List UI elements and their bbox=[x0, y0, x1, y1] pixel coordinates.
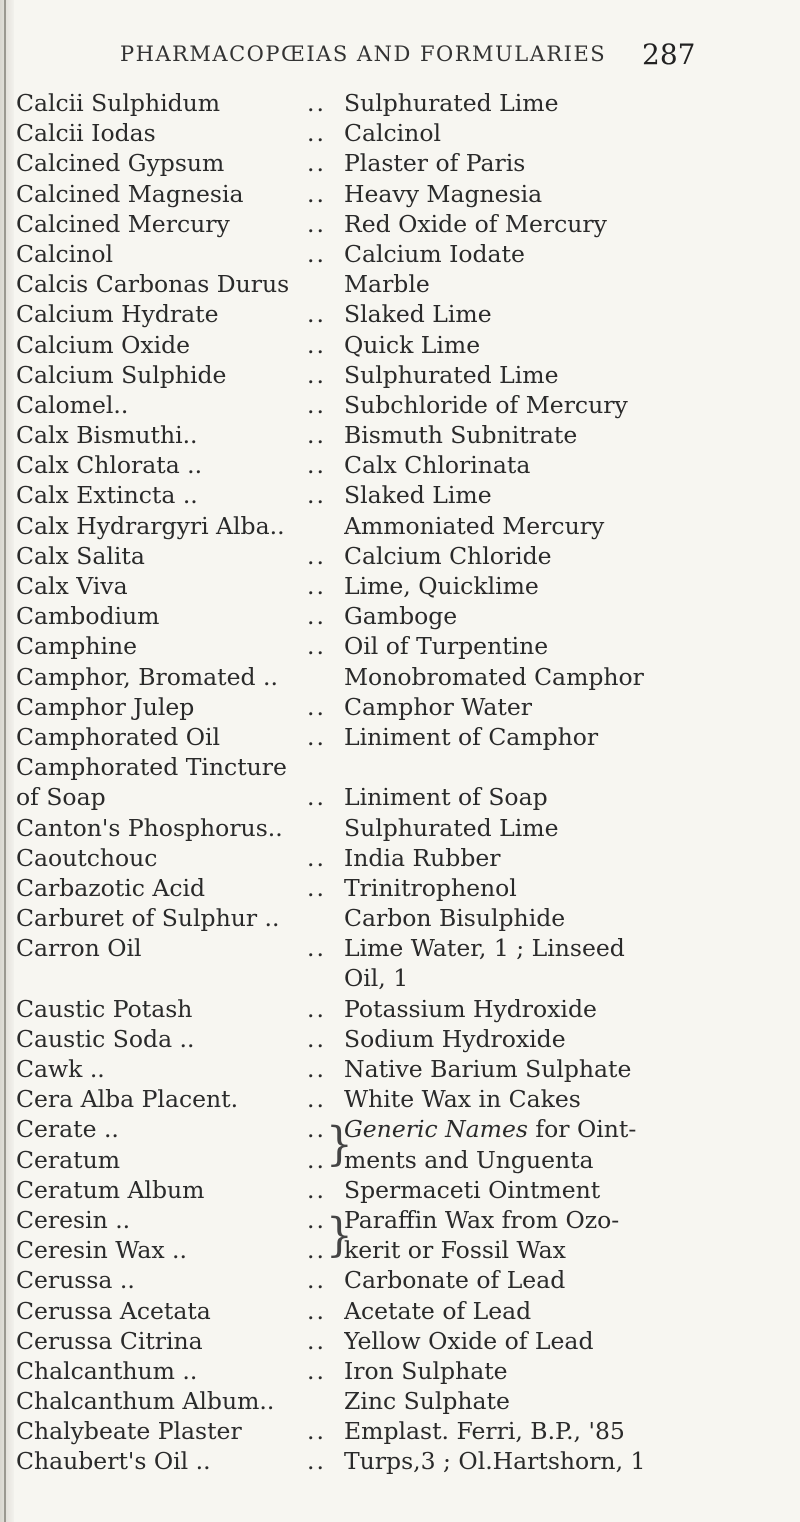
entry-synonym: Native Barium Sulphate bbox=[344, 1055, 632, 1083]
list-item bbox=[0, 269, 800, 299]
list-item bbox=[0, 148, 800, 178]
entry-synonym: Oil, 1 bbox=[344, 964, 409, 993]
leader-dots: .. bbox=[307, 1175, 326, 1204]
entry-name: Camphine bbox=[16, 632, 138, 661]
leader-dots: .. bbox=[307, 209, 326, 238]
leader-dots: .. bbox=[307, 994, 326, 1023]
entry-name: Calx Hydrargyri Alba.. bbox=[16, 511, 285, 540]
leader-dots: .. bbox=[307, 1055, 326, 1083]
list-item bbox=[0, 420, 800, 450]
entry-synonym: Potassium Hydroxide bbox=[344, 994, 597, 1023]
entry-synonym: Bismuth Subnitrate bbox=[344, 421, 578, 450]
entry-name: Camphor, Bromated .. bbox=[16, 662, 278, 691]
entry-name: Camphorated Tincture bbox=[16, 753, 287, 782]
leader-dots: .. bbox=[307, 632, 326, 661]
entry-name: Chalcanthum .. bbox=[16, 1356, 198, 1385]
group-brace: } bbox=[326, 1116, 353, 1171]
list-item bbox=[0, 813, 800, 843]
leader-dots: .. bbox=[307, 1447, 326, 1476]
entry-name: Ceresin Wax .. bbox=[16, 1236, 187, 1265]
entry-synonym: Turps,3 ; Ol.Hartshorn, 1 bbox=[344, 1447, 646, 1476]
entry-synonym: India Rubber bbox=[344, 843, 501, 872]
entry-name: Calx Extincta .. bbox=[16, 481, 198, 510]
list-item bbox=[0, 692, 800, 722]
list-item bbox=[0, 1265, 800, 1295]
page-header bbox=[0, 36, 800, 76]
entry-name: Carbazotic Acid bbox=[16, 873, 206, 902]
list-item bbox=[0, 722, 800, 752]
leader-dots: .. bbox=[307, 360, 326, 389]
entry-name: Camphor Julep bbox=[16, 692, 195, 721]
list-item bbox=[0, 631, 800, 661]
list-item bbox=[0, 571, 800, 601]
entry-synonym: Sulphurated Lime bbox=[344, 360, 559, 389]
leader-dots: .. bbox=[307, 873, 326, 902]
entry-name: Calomel.. bbox=[16, 390, 129, 419]
list-item bbox=[0, 1296, 800, 1326]
leader-dots: .. bbox=[307, 1266, 326, 1295]
entry-name: Caustic Soda .. bbox=[16, 1024, 195, 1053]
leader-dots: .. bbox=[307, 1145, 326, 1174]
leader-dots: .. bbox=[307, 843, 326, 872]
entry-name: Calcium Sulphide bbox=[16, 360, 227, 389]
list-item bbox=[0, 511, 800, 541]
entry-synonym: Red Oxide of Mercury bbox=[344, 209, 607, 238]
entry-name: Cawk .. bbox=[16, 1055, 105, 1083]
list-item bbox=[0, 480, 800, 510]
list-item bbox=[0, 209, 800, 239]
leader-dots: .. bbox=[307, 1085, 326, 1114]
list-item bbox=[0, 601, 800, 631]
entry-name: Calcined Mercury bbox=[16, 209, 230, 238]
leader-dots: .. bbox=[307, 179, 326, 208]
entry-name: Cerussa Acetata bbox=[16, 1296, 211, 1325]
entry-synonym: Lime Water, 1 ; Linseed bbox=[344, 934, 625, 963]
entry-synonym: Paraffin Wax from Ozo- bbox=[344, 1205, 620, 1234]
entry-synonym: Iron Sulphate bbox=[344, 1356, 508, 1385]
list-item bbox=[0, 963, 800, 993]
entry-synonym: Emplast. Ferri, B.P., '85 bbox=[344, 1417, 625, 1446]
leader-dots: .. bbox=[307, 421, 326, 450]
entry-synonym: Plaster of Paris bbox=[344, 149, 526, 178]
entry-name: Chalybeate Plaster bbox=[16, 1417, 242, 1446]
entry-synonym: Calcium Iodate bbox=[344, 239, 525, 268]
leader-dots: .. bbox=[307, 390, 326, 419]
list-item bbox=[0, 1145, 800, 1175]
entry-name: Canton's Phosphorus.. bbox=[16, 813, 283, 842]
leader-dots: .. bbox=[307, 1296, 326, 1325]
entry-name: Carron Oil bbox=[16, 934, 142, 963]
running-title: PHARMACOPŒIAS AND FORMULARIES bbox=[120, 42, 607, 66]
list-item bbox=[0, 1326, 800, 1356]
entry-name: Cerussa Citrina bbox=[16, 1326, 203, 1355]
entry-name: Calcined Gypsum bbox=[16, 149, 225, 178]
entry-synonym: Gamboge bbox=[344, 602, 458, 631]
entry-synonym: Monobromated Camphor bbox=[344, 662, 644, 691]
list-item bbox=[0, 1416, 800, 1446]
entry-name: Ceratum Album bbox=[16, 1175, 205, 1204]
list-item bbox=[0, 1024, 800, 1054]
entry-synonym: Slaked Lime bbox=[344, 300, 492, 329]
entry-name: Ceratum bbox=[16, 1145, 120, 1174]
entry-name: Cambodium bbox=[16, 602, 160, 631]
list-item bbox=[0, 752, 800, 782]
list-item bbox=[0, 662, 800, 692]
leader-dots: .. bbox=[307, 541, 326, 570]
group-brace: } bbox=[326, 1207, 353, 1262]
entry-synonym: kerit or Fossil Wax bbox=[344, 1236, 566, 1265]
list-item bbox=[0, 994, 800, 1024]
entry-synonym: Quick Lime bbox=[344, 330, 481, 359]
list-item bbox=[0, 933, 800, 963]
list-item bbox=[0, 903, 800, 933]
entry-synonym: Heavy Magnesia bbox=[344, 179, 543, 208]
entry-synonym: Oil of Turpentine bbox=[344, 632, 549, 661]
entry-name: Chalcanthum Album.. bbox=[16, 1387, 275, 1416]
entry-synonym: Spermaceti Ointment bbox=[344, 1175, 601, 1204]
list-item bbox=[0, 118, 800, 148]
entry-name: Calcium Oxide bbox=[16, 330, 191, 359]
entry-synonym: Yellow Oxide of Lead bbox=[344, 1326, 594, 1355]
entry-name: Calx Salita bbox=[16, 541, 145, 570]
leader-dots: .. bbox=[307, 330, 326, 359]
leader-dots: .. bbox=[307, 1115, 326, 1144]
entry-synonym: White Wax in Cakes bbox=[344, 1085, 581, 1114]
entry-synonym: Sodium Hydroxide bbox=[344, 1024, 566, 1053]
list-item bbox=[0, 1175, 800, 1205]
synonym-list bbox=[0, 88, 800, 1477]
entry-name: Ceresin .. bbox=[16, 1205, 131, 1234]
list-item bbox=[0, 360, 800, 390]
list-item bbox=[0, 88, 800, 118]
entry-name: Cerate .. bbox=[16, 1115, 119, 1144]
leader-dots: .. bbox=[307, 783, 326, 812]
page-number: 287 bbox=[642, 38, 696, 71]
entry-name: Calx Viva bbox=[16, 572, 128, 600]
entry-name: Calcined Magnesia bbox=[16, 179, 244, 208]
leader-dots: .. bbox=[307, 89, 326, 117]
list-item bbox=[0, 541, 800, 571]
entry-synonym: ments and Unguenta bbox=[344, 1145, 594, 1174]
entry-synonym: Liniment of Soap bbox=[344, 783, 548, 812]
entry-name: Calcii Sulphidum bbox=[16, 89, 221, 117]
entry-name: Calx Bismuthi.. bbox=[16, 421, 198, 450]
entry-synonym bbox=[344, 1114, 784, 1144]
entry-name: Chaubert's Oil .. bbox=[16, 1447, 211, 1476]
entry-synonym: Calx Chlorinata bbox=[344, 451, 531, 480]
leader-dots: .. bbox=[307, 692, 326, 721]
generic-names-italic: Generic Names bbox=[344, 1115, 528, 1144]
leader-dots: .. bbox=[307, 572, 326, 600]
entry-synonym: Camphor Water bbox=[344, 692, 533, 721]
entry-synonym: Carbonate of Lead bbox=[344, 1266, 566, 1295]
entry-name: Caoutchouc bbox=[16, 843, 158, 872]
entry-synonym: Marble bbox=[344, 270, 430, 299]
list-item bbox=[0, 179, 800, 209]
list-item bbox=[0, 1084, 800, 1114]
entry-synonym: Slaked Lime bbox=[344, 481, 492, 510]
leader-dots: .. bbox=[307, 1417, 326, 1446]
entry-name: Carburet of Sulphur .. bbox=[16, 904, 280, 933]
entry-synonym: Lime, Quicklime bbox=[344, 572, 539, 600]
list-item bbox=[0, 239, 800, 269]
entry-name: Calcis Carbonas Durus bbox=[16, 270, 290, 299]
entry-synonym: Ammoniated Mercury bbox=[344, 511, 605, 540]
list-item bbox=[0, 390, 800, 420]
leader-dots: .. bbox=[307, 149, 326, 178]
entry-name: of Soap bbox=[16, 783, 106, 812]
list-item bbox=[0, 1235, 800, 1265]
entry-synonym: Zinc Sulphate bbox=[344, 1387, 510, 1416]
leader-dots: .. bbox=[307, 481, 326, 510]
entry-synonym: Trinitrophenol bbox=[344, 873, 517, 902]
list-item bbox=[0, 1054, 800, 1084]
entry-synonym: Subchloride of Mercury bbox=[344, 390, 628, 419]
leader-dots: .. bbox=[307, 1024, 326, 1053]
entry-name: Calcium Hydrate bbox=[16, 300, 219, 329]
list-item bbox=[0, 1446, 800, 1476]
leader-dots: .. bbox=[307, 451, 326, 480]
entry-name: Calcii Iodas bbox=[16, 119, 156, 148]
list-item bbox=[0, 450, 800, 480]
entry-synonym: Liniment of Camphor bbox=[344, 722, 599, 751]
leader-dots: .. bbox=[307, 239, 326, 268]
entry-synonym: Acetate of Lead bbox=[344, 1296, 532, 1325]
entry-name: Camphorated Oil bbox=[16, 722, 221, 751]
entry-synonym: Calcinol bbox=[344, 119, 441, 148]
leader-dots: .. bbox=[307, 1326, 326, 1355]
entry-name: Cerussa .. bbox=[16, 1266, 135, 1295]
leader-dots: .. bbox=[307, 602, 326, 631]
list-item bbox=[0, 330, 800, 360]
list-item bbox=[0, 782, 800, 812]
entry-name: Calcinol bbox=[16, 239, 113, 268]
leader-dots: .. bbox=[307, 119, 326, 148]
leader-dots: .. bbox=[307, 934, 326, 963]
leader-dots: .. bbox=[307, 300, 326, 329]
leader-dots: .. bbox=[307, 722, 326, 751]
entry-synonym: Calcium Chloride bbox=[344, 541, 552, 570]
list-item bbox=[0, 1386, 800, 1416]
entry-synonym: Sulphurated Lime bbox=[344, 89, 559, 117]
entry-name: Caustic Potash bbox=[16, 994, 193, 1023]
entry-synonym: Carbon Bisulphide bbox=[344, 904, 566, 933]
entry-name: Calx Chlorata .. bbox=[16, 451, 203, 480]
leader-dots: .. bbox=[307, 1205, 326, 1234]
generic-names-rest: for Oint- bbox=[527, 1115, 637, 1144]
list-item bbox=[0, 873, 800, 903]
leader-dots: .. bbox=[307, 1356, 326, 1385]
list-item bbox=[0, 1356, 800, 1386]
leader-dots: .. bbox=[307, 1236, 326, 1265]
entry-name: Cera Alba Placent. bbox=[16, 1085, 239, 1114]
entry-synonym: Sulphurated Lime bbox=[344, 813, 559, 842]
list-item bbox=[0, 299, 800, 329]
list-item bbox=[0, 843, 800, 873]
